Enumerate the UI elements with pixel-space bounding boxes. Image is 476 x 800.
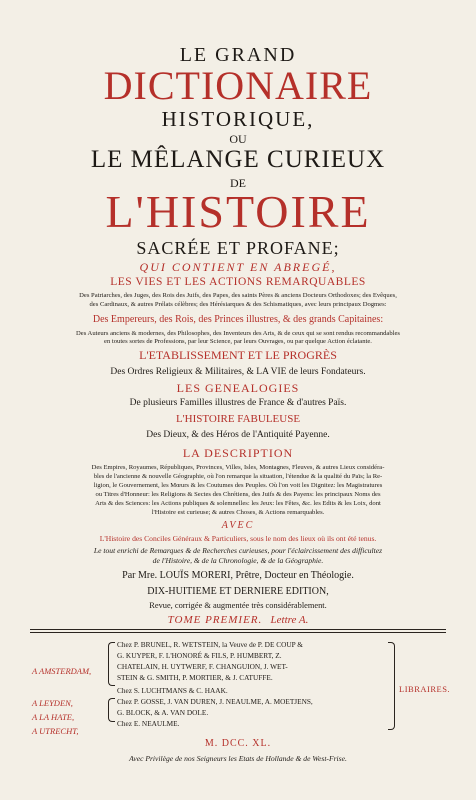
conciles-line: L'Histoire des Conciles Généraux & Particuliers, sous le nom des lieux où ils ont été tenus. [99, 534, 377, 543]
leyden-line: Chez S. LUCHTMANS & C. HAAK. [117, 686, 228, 695]
vies-text-1: Des Patriarches, des Juges, des Rois des Juifs, des Papes, des saints Pères & anciens Docteurs Orthodoxes; des Evêques, [79, 292, 397, 299]
lettre-label: Lettre A. [270, 614, 309, 626]
heading-description: LA DESCRIPTION [182, 446, 294, 460]
amsterdam-line-2: G. KUYPER, F. L'HONORÉ & FILS, P. HUMBERT, Z. [117, 651, 282, 660]
haye-bracket [108, 698, 115, 722]
libraires-bracket [388, 642, 395, 730]
divider-top-2 [30, 632, 446, 633]
title-line-dictionaire: DICTIONAIRE [103, 63, 373, 108]
title-line-qui-contient: QUI CONTIENT EN ABREGÉ, [139, 260, 337, 274]
vies-text-2: des Cardinaux, & autres Prélats célèbres; des Hérésiarques & des Schismatiques, avec leurs principaux Dogmes: [89, 301, 387, 308]
utrecht-label: A UTRECHT, [32, 726, 79, 736]
amsterdam-label: A AMSTERDAM, [32, 666, 92, 676]
tome-row [0, 614, 476, 626]
privilege-line: Avec Privilège de nos Seigneurs les Etats de Hollande & de West-Frise. [129, 754, 347, 763]
title-line-historique: HISTORIQUE, [161, 107, 315, 131]
remarques-line-1: Le tout enrichi de Remarques & de Recherches curieuses, pour l'éclaircissement des difficultez [93, 546, 383, 555]
title-line-melange: LE MÊLANGE CURIEUX [90, 146, 386, 173]
haye-line-1: Chez P. GOSSE, J. VAN DUREN, J. NEAULME, A. MOETJENS, [117, 697, 313, 706]
title-line-le-grand: LE GRAND [179, 44, 297, 66]
leyden-label: A LEYDEN, [32, 698, 73, 708]
description-line-4: ou Titres d'Honneur: les Religions & Sectes des Chrétiens, des Juifs & des Payens: les principaux Noms des [95, 491, 381, 498]
edition-line: DIX-HUITIEME ET DERNIERE EDITION, [147, 586, 329, 597]
revue-line: Revue, corrigée & augmentée très considérablement. [149, 601, 327, 610]
heading-etablissement: L'ETABLISSEMENT ET LE PROGRÈS [139, 348, 337, 362]
title-line-de: DE [230, 176, 246, 190]
empereurs-line: Des Empereurs, des Rois, des Princes illustres, & des grands Capitaines: [92, 314, 384, 325]
fabuleuse-text: Des Dieux, & des Héros de l'Antiquité Payenne. [146, 430, 330, 440]
haye-line-2: G. BLOCK, & A. VAN DOLE. [117, 708, 209, 717]
auteurs-text-1: Des Auteurs anciens & modernes, des Philosophes, des Inventeurs des Arts, & de ceux qui se sont rendus recommandables [76, 330, 400, 337]
amsterdam-line-1: Chez P. BRUNEL, R. WETSTEIN, la Veuve de P. DE COUP & [117, 640, 303, 649]
title-line-histoire: L'HISTOIRE [105, 186, 371, 237]
description-line-1: Des Empires, Royaumes, Républiques, Provinces, Villes, Isles, Montagnes, Fleuves, & autres Lieux considéra- [91, 464, 385, 471]
title-line-ou: OU [229, 132, 247, 146]
divider-top [30, 629, 446, 630]
amsterdam-bracket [108, 642, 115, 686]
auteurs-text-2: en toutes sortes de Professions, par leur Science, par leurs Ouvrages, ou par quelque Action éclatante. [104, 338, 372, 345]
remarques-line-2: de l'Histoire, & de la Chronologie, & de la Géographie. [152, 556, 324, 565]
amsterdam-line-3: CHATELAIN, H. UYTWERF, F. CHANGUION, J. WET- [117, 662, 288, 671]
heading-vies: LES VIES ET LES ACTIONS REMARQUABLES [110, 276, 366, 288]
genealogies-text: De plusieurs Familles illustres de France & d'autres Païs. [129, 398, 347, 408]
description-line-2: bles de l'ancienne & nouvelle Géographie, où l'on remarque la situation, l'étendue & la qualité du Païs; la Re- [93, 473, 383, 480]
heading-fabuleuse: L'HISTOIRE FABULEUSE [175, 413, 301, 425]
heading-genealogies: LES GENEALOGIES [176, 381, 300, 395]
description-line-3: ligion, le Gouvernement, les Mœurs & les Coutumes des Peuples. Où l'on voit les Dignitez: les Magistratures [93, 482, 383, 489]
avec: AVEC [221, 520, 255, 531]
tome-label: TOME PREMIER. [167, 614, 263, 626]
description-line-6: l'Histoire est curieuse; & autres Choses, & Actions remarquables. [151, 509, 325, 516]
utrecht-line: Chez E. NEAULME. [117, 719, 180, 728]
haye-label: A LA HATE, [32, 712, 75, 722]
author-line: Par Mre. LOUÏS MORERI, Prêtre, Docteur en Théologie. [122, 570, 354, 581]
amsterdam-line-4: STEIN & G. SMITH, P. MORTIER, & J. CATUFFE. [117, 673, 273, 682]
etablissement-text: Des Ordres Religieux & Militaires, & LA VIE de leurs Fondateurs. [110, 367, 366, 377]
title-line-sacree: SACRÉE ET PROFANE; [136, 238, 340, 258]
libraires-label: LIBRAIRES. [399, 684, 451, 694]
description-line-5: Arts & des Sciences: les Actions publiques & solemnelles: les Jeux: les Fêtes, &c. les Edits & les Loix, dont [95, 500, 381, 507]
date-line: M. DCC. XL. [204, 738, 272, 749]
